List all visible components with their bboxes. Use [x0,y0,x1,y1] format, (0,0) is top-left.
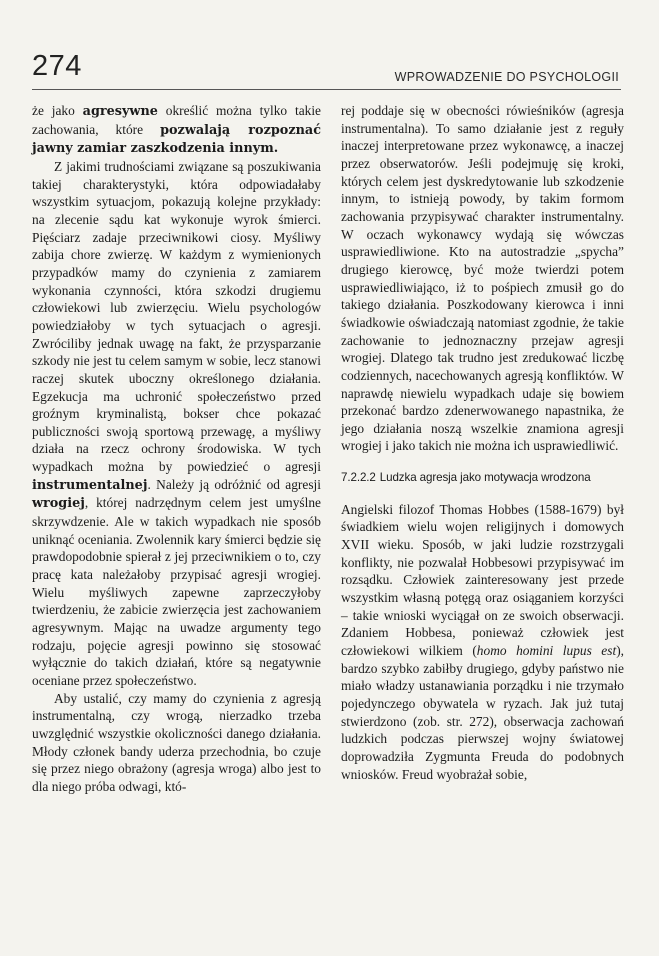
section-number: 7.2.2.2 [341,471,376,485]
bold-term-instrumentalnej: instrumentalnej [32,477,148,493]
section-heading [341,469,624,487]
text-run: określić można tylko takie zachowania, które [32,103,321,137]
left-paragraph-3: Aby ustalić, czy mamy do czynienia z agresją instrumentalną, czy wrogą, nierzadko trzeba uwzględnić wszystkie okoliczności danego działania. Młody członek bandy uderza przechodnia, bo czuje się przez niego obrażony (agresja wroga) albo jest to dla niego próba odwagi, któ- [32,690,321,794]
right-paragraph-1: rej poddaje się w obecności rówieśników (agresja instrumentalna). To samo działanie jest z reguły inaczej interpretowane przez wykonawcę, a inaczej przez obserwatorów. Jeśli podejmuję się kroki, których celem jest dyskredytowanie lub szkodzenie innym, to istnieją powody, by takim formom zachowania przypisywać charakter instrumentalny. W oczach wykonawcy wydają się wówczas usprawiedliwione. Kto na autostradzie „spycha” drugiego kierowcę, być może twierdzi potem usprawiedliwiająco, iż to pośpiech zmusił go do takiego działania. Poszkodowany kierowca i inni świadkowie oświadczają natomiast zgodnie, że takie zachowanie to jednoznaczny przejaw agresji wrogiej. Dlatego tak trudno jest zredukować liczbę codziennych, nacechowanych agresją konfliktów. W naprawdę niewielu wypadkach udaje się bowiem przekonać bardzo zdenerwowanego napastnika, że jego działania noszą wszelkie znamiona agresji wrogiej i jako takich nie można ich usprawiedliwić. [341,103,624,454]
text-run: ), bardzo szybko zabiłby drugiego, gdyby państwo nie miało władzy ustanawiania porządku i nie trzymało pojedynczego obywatela w ryzach. Jak już tutaj stwierdzono (zob. str. 272), obserwacja zachowań ludzkich podczas pierwszej wojny światowej doprowadziła Zygmunta Freuda do podobnych wniosków. Freud wyobrażał sobie, [341,643,624,782]
running-head: WPROWADZENIE DO PSYCHOLOGII [394,70,619,84]
left-column [32,102,321,796]
text-run: że jako [32,103,83,118]
text-run: Z jakimi trudnościami związane są poszukiwania takiej charakterystyki, która odpowiadałaby wszystkim sytuacjom, pokazują kolejne przykłady: na zlecenie sądu kat wykonuje wyrok śmierci. Pięściarz zadaje przeciwnikowi ciosy. Myśliwy zabija chore zwierzę. W każdym z wymienionych przypadków mamy do czynienia z zamiarem wykonania czynności, która szkodzi drugiemu człowiekowi lub zwierzęciu. Wielu psychologów powiedziałoby w tych sytuacjach o agresji. Zwróciliby jednak uwagę na fakt, że przysparzanie szkody nie jest tu celem samym w sobie, lecz stanowi raczej skutek uboczny określonego działania. Egzekucja ma uchronić społeczeństwo przed groźnym kryminalistą, bokser chce pokazać publiczności swoją sportową przewagę, a myśliwy działa na rzecz ochrony środowiska. W tych wypadkach można by powiedzieć o agresji [32,158,321,475]
bold-term-agresywne: agresywne [82,104,158,119]
text-run: . Należy ją odróżnić od agresji [147,476,321,492]
right-column [341,102,624,783]
right-paragraph-2 [341,501,624,784]
section-title: Ludzka agresja jako motywacja wrodzona [379,471,591,485]
header-rule [32,89,621,90]
left-paragraph-1 [32,102,321,158]
bold-definition: pozwalają rozpoznać jawny zamiar zaszkodzenia innym. [32,122,321,157]
text-run: Angielski filozof Thomas Hobbes (1588-1679) był świadkiem wielu wojen religijnych i domowych XVII wieku. Sposób, w jaki ludzie rozstrzygali konflikty, nie pozwalał Hobbesowi przypisywać im rozsądku. Człowiek zainteresowany jest przede wszystkim własną potęgą oraz osiąganiem korzyści – takie wnioski wyciągał on ze swoich obserwacji. Zdaniem Hobbesa, ponieważ człowiek jest człowiekowi wilkiem ( [341,501,624,659]
left-paragraph-2 [32,158,321,690]
latin-phrase: homo homini lupus est [476,643,617,659]
text-run: , której nadrzędnym celem jest umyślne skrzywdzenie. Ale w takich wypadkach nie sposób uniknąć oceniania. Zwolennik kary śmierci będzie się prawdopodobnie spierał z jej przeciwnikiem o to, czy pracę kata należałoby przypisać agresji wrogiej. Wielu myśliwych zapewne zaprzeczyłoby twierdzeniu, że zabicie zwierzęcia jest zachowaniem agresywnym. Mając na uwadze argumenty tego rodzaju, pojęcie agresji powinno się stosować wyłącznie do takich działań, które są negatywnie oceniane przez społeczeństwo. [32,495,321,688]
bold-term-wrogiej: wrogiej [32,496,85,512]
page-number: 274 [32,50,82,82]
